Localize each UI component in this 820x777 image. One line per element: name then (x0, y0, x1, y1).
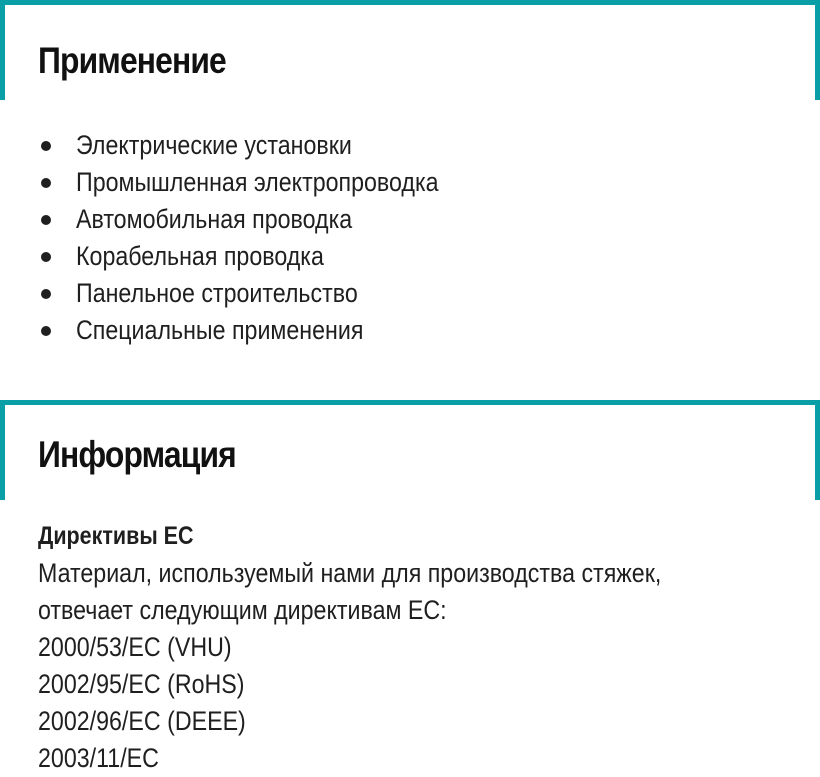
list-item (38, 275, 498, 312)
list-item (38, 238, 498, 275)
bullet-icon (41, 178, 51, 188)
directives-text-line: Материал, используемый нами для производства стяжек, (38, 558, 662, 588)
section-title-application: Применение (38, 40, 226, 81)
directive-code: 2003/11/EC (38, 743, 159, 773)
list-item-text: Электрические установки (76, 130, 352, 160)
bullet-icon (41, 326, 51, 336)
list-item-text: Панельное строительство (76, 278, 358, 308)
directives-heading: Директивы ЕС (38, 522, 194, 550)
directive-code: 2002/95/EC (RoHS) (38, 669, 245, 699)
list-item (38, 312, 498, 349)
list-item-text: Корабельная проводка (76, 241, 324, 271)
list-item (38, 201, 498, 238)
directives-text-line: отвечает следующим директивам ЕС: (38, 595, 447, 625)
list-item (38, 127, 498, 164)
directive-code: 2002/96/EC (DEEE) (38, 706, 246, 736)
list-item-text: Автомобильная проводка (76, 204, 353, 234)
bullet-icon (41, 252, 51, 262)
bullet-icon (41, 289, 51, 299)
list-item-text: Специальные применения (76, 315, 364, 345)
section-title-information: Информация (38, 434, 236, 475)
application-list (38, 127, 498, 349)
list-item-text: Промышленная электропроводка (76, 167, 439, 197)
bullet-icon (41, 141, 51, 151)
directive-code: 2000/53/EC (VHU) (38, 632, 232, 662)
eu-directives-block (38, 518, 763, 777)
bullet-icon (41, 215, 51, 225)
list-item (38, 164, 498, 201)
